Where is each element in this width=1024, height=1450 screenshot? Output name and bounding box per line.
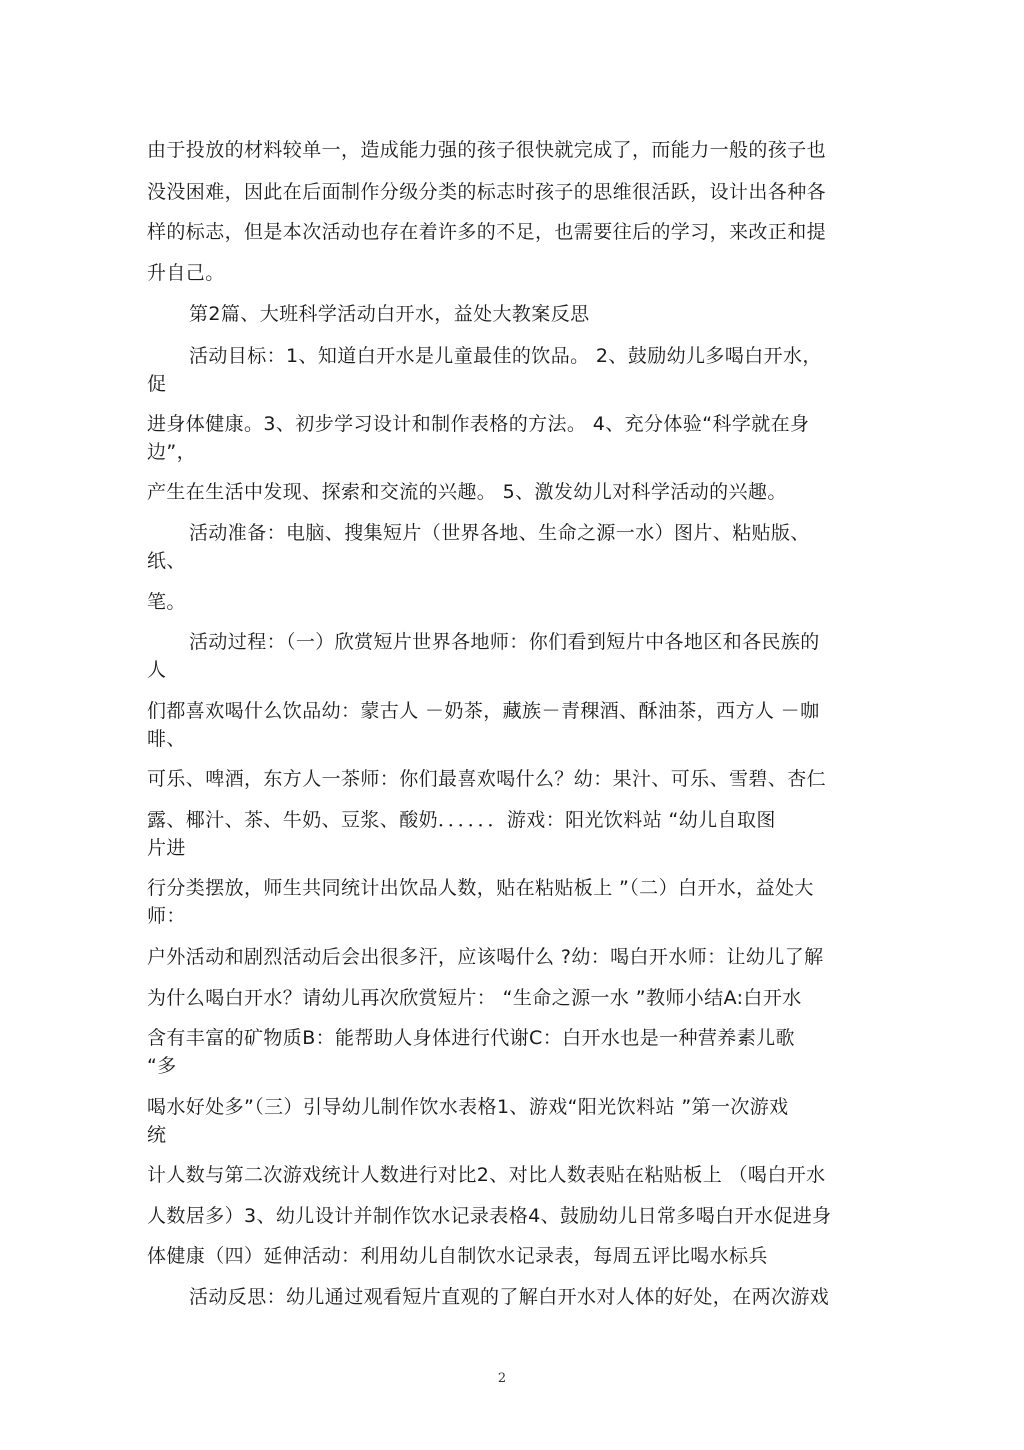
text-line: 露、椰汁、茶、牛奶、豆浆、酸奶．．．．．．游戏：阳光饮料站 “幼儿自取图 — [147, 809, 776, 831]
section-heading: 第2篇、大班科学活动白开水，益处大教案反思 — [189, 303, 590, 325]
text-line: 计人数与第二次游戏统计人数进行对比2、对比人数表贴在粘贴板上 （喝白开水 — [147, 1164, 826, 1186]
text-line: 活动过程：（一）欣赏短片世界各地师：你们看到短片中各地区和各民族的 — [189, 631, 820, 653]
text-line: 人数居多）3、幼儿设计并制作饮水记录表格4、鼓励幼儿日常多喝白开水促进身 — [147, 1205, 832, 1227]
text-line: 活动目标：1、知道白开水是儿童最佳的饮品。 2、鼓励幼儿多喝白开水， — [189, 345, 822, 367]
text-line: 统 — [147, 1124, 167, 1146]
text-line: 户外活动和剧烈活动后会出很多汗，应该喝什么 ?幼：喝白开水师：让幼儿了解 — [147, 946, 824, 968]
page-number: 2 — [497, 1371, 507, 1386]
text-line: 纸、 — [147, 550, 186, 572]
text-line: 含有丰富的矿物质B：能帮助人身体进行代谢C：白开水也是一种营养素儿歌 — [147, 1027, 795, 1049]
text-line: 没没困难，因此在后面制作分级分类的标志时孩子的思维很活跃，设计出各种各 — [147, 181, 827, 203]
text-line: 师： — [147, 905, 186, 927]
text-line: 促 — [147, 373, 167, 395]
text-line: 啡、 — [147, 728, 186, 750]
text-line: 活动准备：电脑、搜集短片（世界各地、生命之源一水）图片、粘贴版、 — [189, 522, 810, 544]
text-line: 喝水好处多”（三）引导幼儿制作饮水表格1、游戏“阳光饮料站 ”第一次游戏 — [147, 1096, 789, 1118]
text-line: 产生在生活中发现、探索和交流的兴趣。 5、激发幼儿对科学活动的兴趣。 — [147, 481, 787, 503]
text-line: 笔。 — [147, 591, 186, 613]
text-line: 为什么喝白开水？请幼儿再次欣赏短片： “生命之源一水 ”教师小结A:白开水 — [147, 987, 802, 1009]
text-line: 样的标志，但是本次活动也存在着许多的不足，也需要往后的学习，来改正和提 — [147, 221, 827, 243]
text-line: 边”， — [147, 441, 197, 463]
text-line: 们都喜欢喝什么饮品幼：蒙古人 －奶茶，藏族－青稞酒、酥油茶，西方人 －咖 — [147, 700, 820, 722]
text-line: 体健康（四）延伸活动：利用幼儿自制饮水记录表，每周五评比喝水标兵 — [147, 1245, 768, 1267]
text-line: 片进 — [147, 837, 186, 859]
text-line: 活动反思：幼儿通过观看短片直观的了解白开水对人体的好处，在两次游戏 — [189, 1286, 830, 1308]
text-line: 可乐、啤酒，东方人一茶师：你们最喜欢喝什么？幼：果汁、可乐、雪碧、杏仁 — [147, 768, 827, 790]
text-line: “多 — [147, 1055, 177, 1077]
text-line: 进身体健康。3、初步学习设计和制作表格的方法。 4、充分体验“科学就在身 — [147, 413, 810, 435]
text-line: 升自己。 — [147, 262, 225, 284]
text-line: 行分类摆放，师生共同统计出饮品人数，贴在粘贴板上 ”（二）白开水，益处大 — [147, 877, 814, 899]
text-line: 由于投放的材料较单一，造成能力强的孩子很快就完成了，而能力一般的孩子也 — [147, 139, 827, 161]
text-line: 人 — [147, 659, 167, 681]
